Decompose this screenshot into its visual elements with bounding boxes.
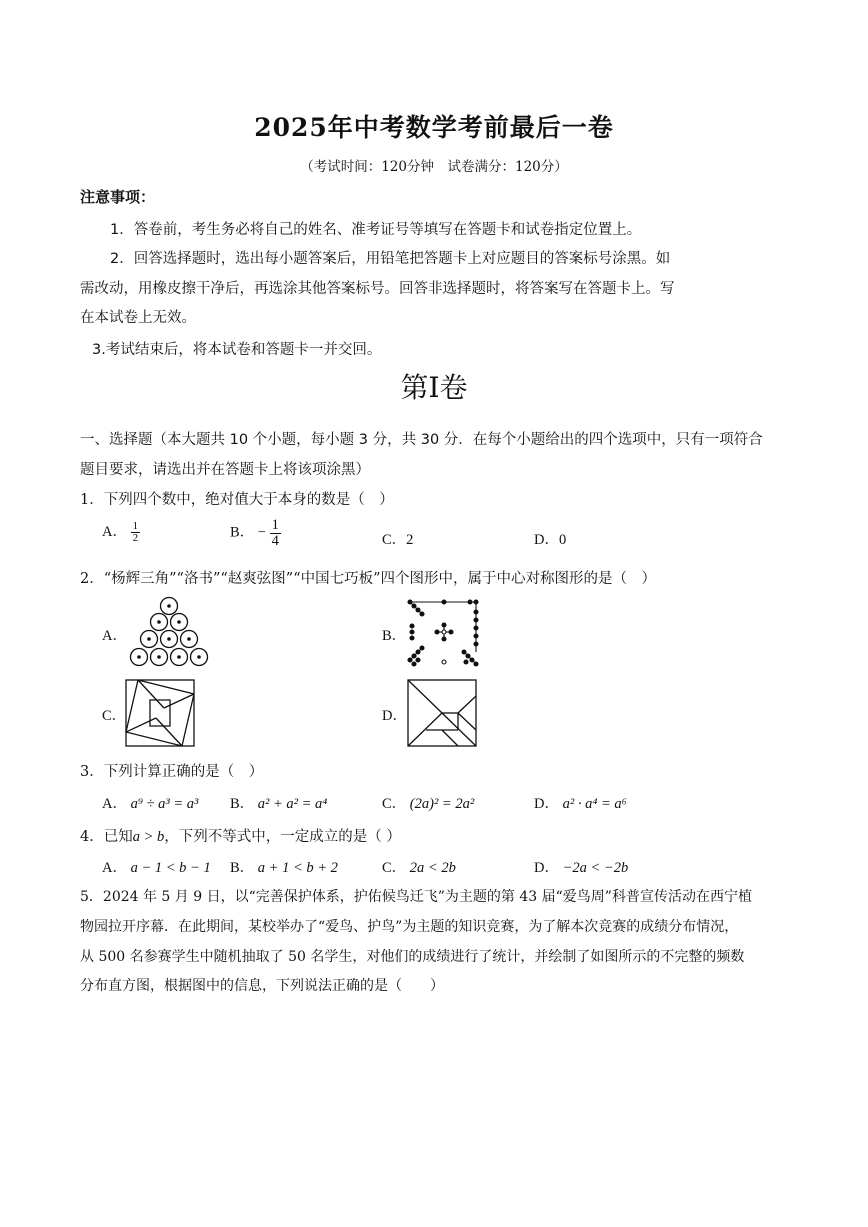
q5-line-3: 从 500 名参赛学生中随机抽取了 50 名学生，对他们的成绩进行了统计，并绘制了如图所示的不完整的频数 [80, 949, 745, 965]
q2-option-b-label: B． [382, 628, 407, 644]
notice-item-3: 3.考试结束后，将本试卷和答题卡一并交回。 [92, 342, 382, 358]
q4-option-c [382, 856, 456, 877]
q1-option-a-label: A． [102, 524, 127, 540]
q1-b-numerator: 1 [271, 517, 279, 533]
q4-option-c-label: C． [382, 860, 407, 876]
notice-item-2-line-3: 在本试卷上无效。 [80, 310, 196, 326]
q4-stem-condition: a > b [132, 829, 165, 845]
q2-option-c-label: C． [102, 708, 127, 724]
q1-option-b [230, 518, 281, 548]
q3-option-c-expr: (2a)² = 2a² [409, 796, 475, 812]
notice-item-2-line-2: 需改动，用橡皮擦干净后，再选涂其他答案标号。回答非选择题时，将答案写在答题卡上。写 [80, 281, 675, 297]
q5-line-4: 分布直方图，根据图中的信息，下列说法正确的是（ ） [80, 978, 444, 994]
exam-title: 2025年中考数学考前最后一卷 [254, 113, 614, 142]
q3-option-b-label: B． [230, 796, 255, 812]
q4-option-b-label: B． [230, 860, 255, 876]
q3-option-d [534, 792, 627, 813]
section-1-line-2: 题目要求，请选出并在答题卡上将该项涂黑） [80, 462, 370, 478]
q3-option-b [230, 792, 327, 813]
q2-option-d-label: D． [382, 708, 407, 724]
q4-option-d [534, 856, 628, 877]
exam-subtitle: （考试时间：120分钟 试卷满分：120分） [300, 159, 568, 175]
q4-option-b [230, 856, 338, 877]
notice-heading: 注意事项： [80, 188, 156, 206]
part-title: 第I卷 [400, 371, 468, 404]
q3-option-d-expr: a² · a⁴ = a⁶ [562, 796, 627, 812]
q1-b-sign: − [257, 524, 266, 541]
q3-option-c-label: C． [382, 796, 407, 812]
q1-b-denominator: 4 [271, 532, 279, 549]
q3-option-a [102, 792, 198, 813]
q2-stem: 2．“杨辉三角”“洛书”“赵爽弦图”“中国七巧板”四个图形中，属于中心对称图形的是（ ） [80, 571, 657, 587]
q3-stem: 3．下列计算正确的是（ ） [80, 764, 264, 780]
q4-option-a [102, 856, 211, 877]
luoshu-figure [404, 594, 484, 672]
q4-stem-pre: 4．已知 [80, 829, 133, 845]
q3-option-c [382, 792, 474, 813]
q4-stem [80, 825, 401, 846]
q5-line-2: 物园拉开序幕．在此期间，某校举办了“爱鸟、护鸟”为主题的知识竞赛，为了解本次竞赛的成绩分布情况， [80, 919, 739, 935]
q4-stem-post: ，下列不等式中，一定成立的是（ ） [164, 829, 401, 845]
q4-option-a-label: A． [102, 860, 127, 876]
q4-option-d-label: D． [534, 860, 559, 876]
q1-option-d: D．0 [534, 532, 567, 548]
q3-option-d-label: D． [534, 796, 559, 812]
q3-option-a-expr: a⁹ ÷ a³ = a³ [130, 796, 199, 812]
notice-item-1: 1．答卷前，考生务必将自己的姓名、准考证号等填写在答题卡和试卷指定位置上。 [110, 222, 642, 238]
q1-option-a [102, 520, 140, 544]
q1-option-b-label: B． [230, 524, 255, 541]
zhaoshuang-figure [124, 678, 196, 748]
q1-option-a-fraction [131, 521, 141, 544]
q4-option-c-expr: 2a < 2b [409, 860, 456, 876]
q4-option-a-expr: a − 1 < b − 1 [130, 860, 211, 876]
q1-stem: 1．下列四个数中，绝对值大于本身的数是（ ） [80, 492, 394, 508]
q1-option-b-fraction [270, 518, 281, 548]
q2-option-a-label: A． [102, 628, 127, 644]
q1-a-denominator: 2 [132, 532, 139, 545]
q4-option-d-expr: −2a < −2b [562, 860, 629, 876]
section-1-line-1: 一、选择题（本大题共 10 个小题，每小题 3 分，共 30 分．在每个小题给出的四个选项中，只有一项符合 [80, 432, 763, 448]
q5-line-1: 5．2024 年 5 月 9 日，以“完善保护体系，护佑候鸟迁飞”为主题的第 43 届“爱鸟周”科普宣传活动在西宁植 [80, 889, 752, 905]
q3-option-a-label: A． [102, 796, 127, 812]
q4-option-b-expr: a + 1 < b + 2 [257, 860, 338, 876]
q3-option-b-expr: a² + a² = a⁴ [257, 796, 328, 812]
tangram-figure [406, 678, 478, 748]
q1-a-numerator: 1 [132, 520, 139, 533]
notice-item-2-line-1: 2．回答选择题时，选出每小题答案后，用铅笔把答题卡上对应题目的答案标号涂黑。如 [110, 251, 671, 267]
q1-option-c: C．2 [382, 532, 414, 548]
yanghui-triangle-figure [124, 596, 214, 670]
